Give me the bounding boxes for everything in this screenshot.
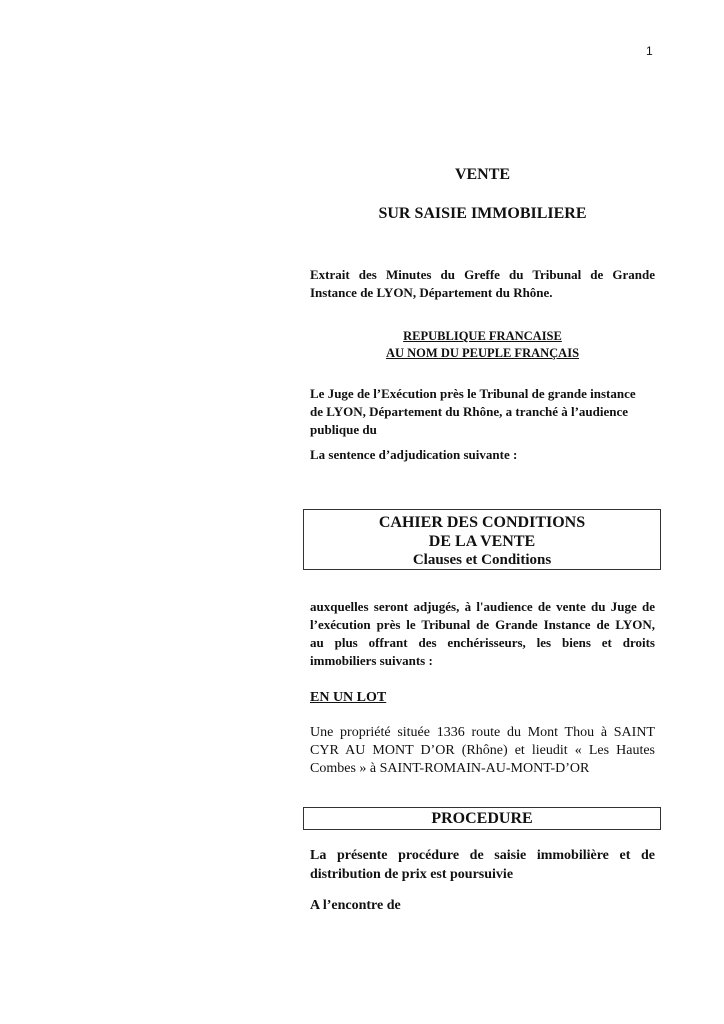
- cahier-line-3: Clauses et Conditions: [412, 552, 552, 568]
- en-un-lot-heading: EN UN LOT: [310, 690, 387, 705]
- title-vente: VENTE: [454, 166, 511, 183]
- page-number: 1: [646, 44, 653, 58]
- propriete-paragraph: [310, 724, 655, 778]
- extrait-paragraph: [310, 266, 655, 302]
- propriete-line-3: Combes » à SAINT-ROMAIN-AU-MONT-D’OR: [310, 761, 590, 776]
- cahier-line-1: CAHIER DES CONDITIONS: [378, 514, 586, 531]
- propriete-line-1: Une propriété située 1336 route du Mont Thou à SAINT: [310, 725, 655, 740]
- juge-paragraph: [310, 385, 655, 439]
- republique-heading: [310, 328, 655, 362]
- republique-line-2: AU NOM DU PEUPLE FRANÇAIS: [385, 346, 580, 360]
- procedure-line-1: La présente procédure de saisie immobilière et de: [310, 848, 655, 863]
- juge-line-1: Le Juge de l’Exécution près le Tribunal de grande instance: [310, 386, 636, 401]
- republique-line-1: REPUBLIQUE FRANCAISE: [403, 329, 562, 343]
- juge-line-2: de LYON, Département du Rhône, a tranché à l’audience: [310, 404, 629, 419]
- cahier-line-2: DE LA VENTE: [428, 533, 536, 550]
- auxquelles-paragraph: [310, 598, 655, 670]
- auxquelles-line-3: au plus offrant des enchérisseurs, les biens et droits: [310, 635, 655, 650]
- juge-line-3: publique du: [310, 422, 377, 437]
- procedure-box: PROCEDURE: [303, 807, 661, 830]
- auxquelles-line-2: l’exécution près le Tribunal de Grande Instance de LYON,: [310, 617, 655, 632]
- auxquelles-line-4: immobiliers suivants :: [310, 653, 433, 668]
- auxquelles-line-1: auxquelles seront adjugés, à l'audience de vente du Juge de: [310, 599, 655, 614]
- title-saisie-immobiliere: SUR SAISIE IMMOBILIERE: [378, 205, 587, 222]
- sentence-line: La sentence d’adjudication suivante :: [310, 447, 518, 462]
- procedure-line-2: distribution de prix est poursuivie: [310, 867, 514, 882]
- propriete-line-2: CYR AU MONT D’OR (Rhône) et lieudit « Les Hautes: [310, 743, 655, 758]
- encontre-line: A l’encontre de: [310, 898, 401, 913]
- extrait-line-2: Instance de LYON, Département du Rhône.: [310, 285, 553, 300]
- procedure-paragraph: [310, 846, 655, 884]
- cahier-des-conditions-box: [303, 509, 661, 570]
- extrait-line-1: Extrait des Minutes du Greffe du Tribunal de Grande: [310, 267, 655, 282]
